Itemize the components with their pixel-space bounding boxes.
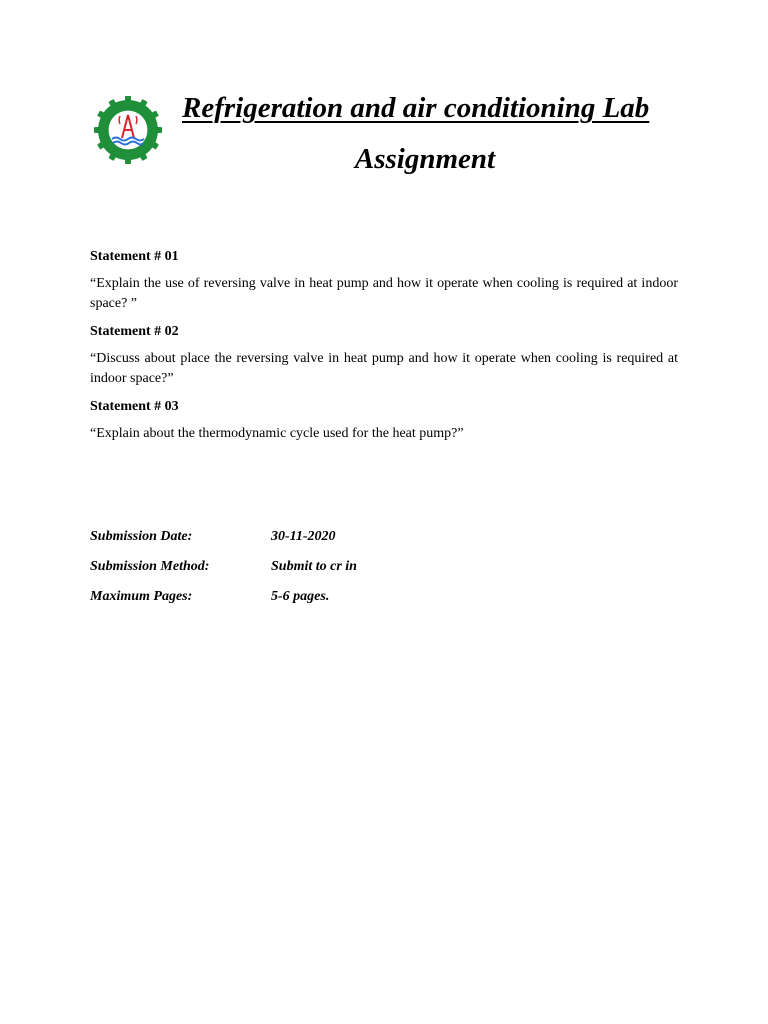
detail-row-submission-method [90, 552, 490, 582]
detail-label: Submission Date: [90, 529, 193, 544]
document-title: Refrigeration and air conditioning Lab [182, 92, 650, 124]
detail-label: Maximum Pages: [90, 589, 193, 604]
detail-row-submission-date [90, 522, 490, 552]
statement-heading: Statement # 03 [90, 399, 179, 414]
university-seal-icon [92, 94, 164, 166]
statement-text: “Explain the use of reversing valve in heat pump and how it operate when cooling is required at indoor space? ” [90, 276, 678, 311]
document-subtitle: Assignment [354, 143, 496, 175]
detail-row-maximum-pages [90, 582, 490, 612]
submission-details [90, 522, 490, 612]
detail-label: Submission Method: [90, 559, 210, 574]
statement-text: “Discuss about place the reversing valve in heat pump and how it operate when cooling is required at indoor space?” [90, 351, 678, 386]
statement-text: “Explain about the thermodynamic cycle used for the heat pump?” [90, 426, 464, 441]
statements-section [90, 248, 678, 453]
detail-value: Submit to cr in [271, 559, 357, 574]
statement-heading: Statement # 02 [90, 324, 179, 339]
statement-heading: Statement # 01 [90, 249, 179, 264]
detail-value: 30-11-2020 [271, 529, 336, 544]
detail-value: 5-6 pages. [271, 589, 330, 604]
